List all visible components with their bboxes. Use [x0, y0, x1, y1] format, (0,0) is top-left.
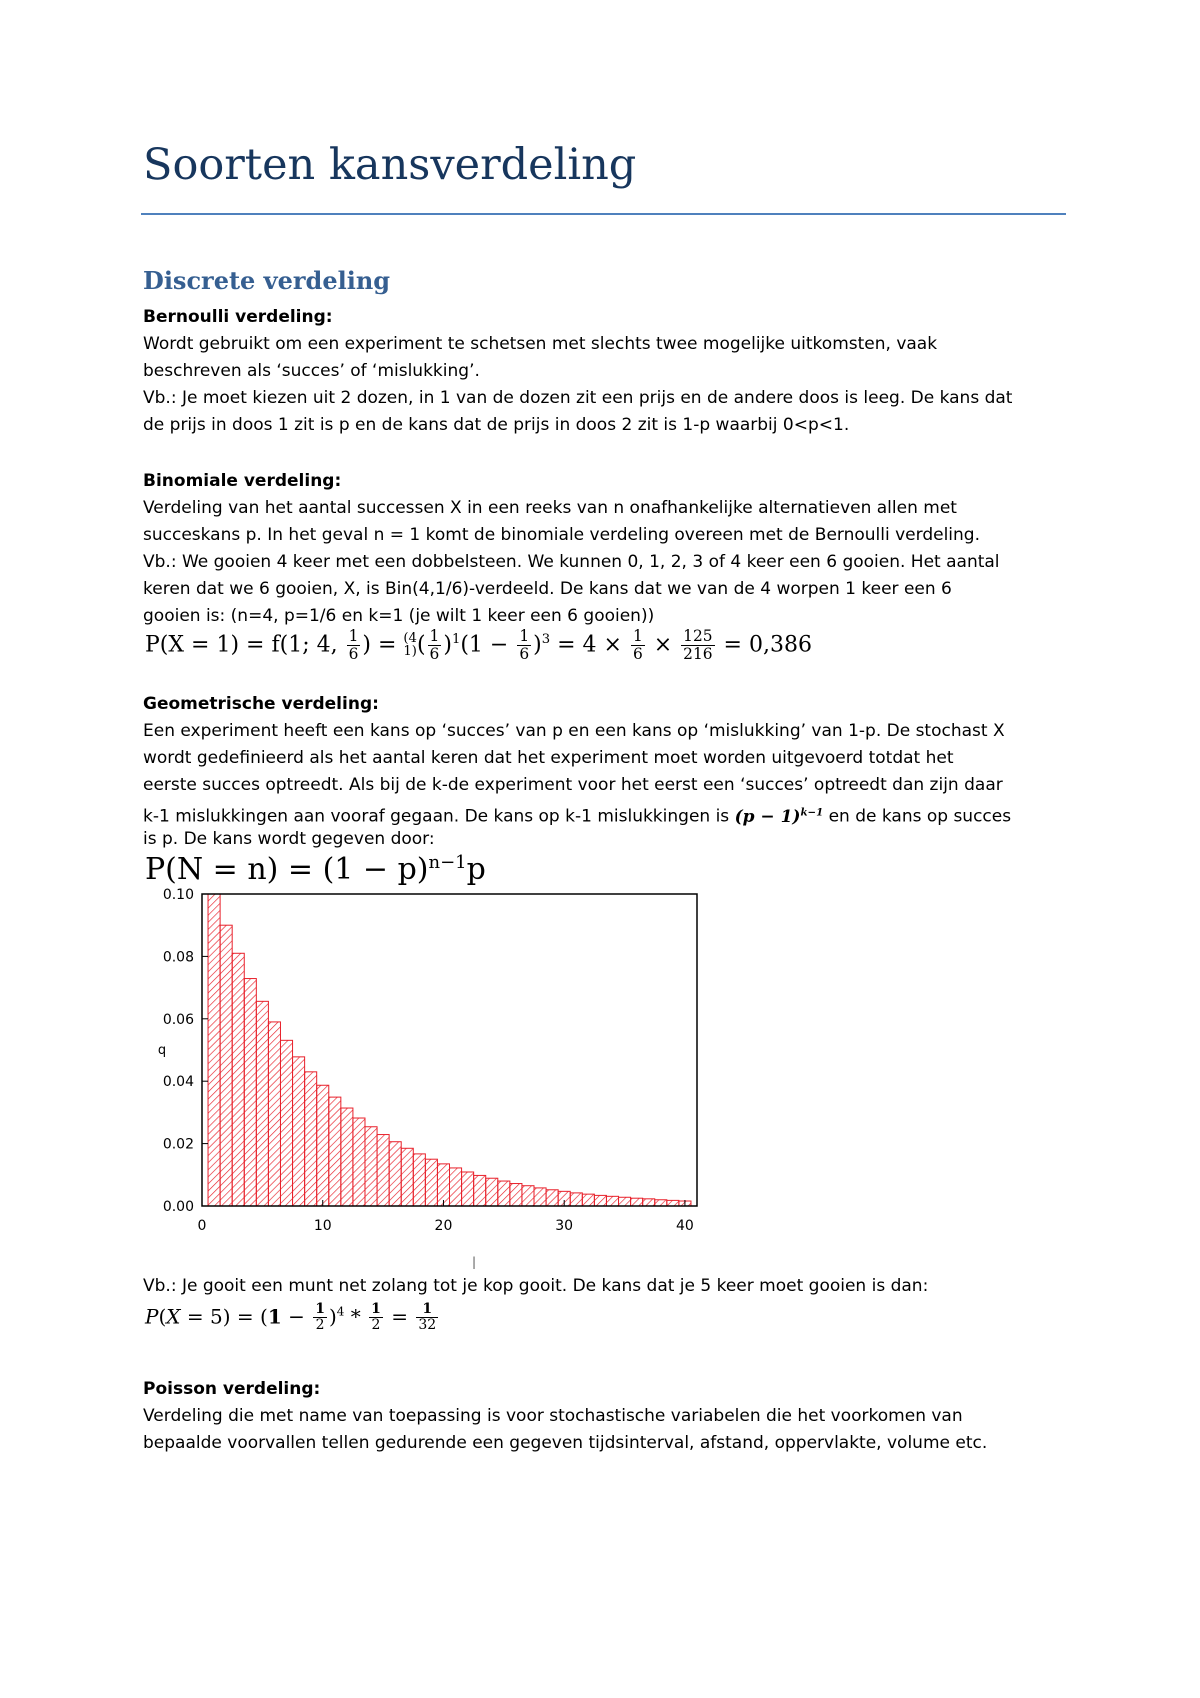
y-tick-label: 0.04 [162, 1074, 194, 1091]
geometric-line: en de kans op succes [828, 806, 1012, 827]
poisson-line: Verdeling die met name van toepassing is voor stochastische variabelen die het voorkomen van [143, 1406, 963, 1426]
geometric-line-with-math: k-1 mislukkingen aan vooraf gegaan. De kans op k-1 mislukkingen is $(p - 1)^{k-1}$ en de kans op succes [143, 806, 1012, 827]
chart-bar [619, 1197, 631, 1206]
chart-bar [631, 1198, 643, 1206]
geometric-line: k-1 mislukkingen aan vooraf gegaan. De kans op k-1 mislukkingen is [143, 806, 730, 827]
chart-bar [329, 1097, 341, 1206]
x-tick-label: 40 [676, 1218, 694, 1234]
chart-bar [498, 1181, 510, 1206]
binomial-line: Verdeling van het aantal successen X in een reeks van n onafhankelijke alternatieven allen met [143, 498, 957, 518]
x-tick-label: 30 [555, 1218, 574, 1234]
chart-bar [534, 1188, 546, 1206]
poisson-section [143, 1376, 1073, 1457]
x-tick-label: 0 [197, 1218, 207, 1234]
y-tick-label: 0.10 [162, 888, 194, 903]
title-underline [141, 213, 1066, 215]
chart-bar [667, 1200, 679, 1206]
chart-bar [582, 1194, 594, 1206]
bernoulli-line: Wordt gebruikt om een experiment te schetsen met slechts twee mogelijke uitkomsten, vaak [143, 334, 938, 354]
chart-bar [546, 1190, 558, 1206]
chart-bar [643, 1199, 655, 1206]
chart-bar [365, 1127, 377, 1206]
binomial-line: Vb.: We gooien 4 keer met een dobbelsteen. We kunnen 0, 1, 2, 3 of 4 keer een 6 gooien. Het aantal [143, 552, 1000, 572]
chart-bar [474, 1175, 486, 1206]
binomial-section [143, 468, 1073, 630]
chart-bar [606, 1196, 618, 1206]
geometric-section [143, 691, 1073, 853]
x-tick-label: 10 [313, 1218, 332, 1234]
geometric-line: is p. De kans wordt gegeven door: [143, 829, 435, 849]
chart-bar [450, 1168, 462, 1206]
bernoulli-line: Vb.: Je moet kiezen uit 2 dozen, in 1 van de dozen zit een prijs en de andere doos is leeg. De kans dat [143, 388, 1013, 408]
binomial-line: succeskans p. In het geval n = 1 komt de binomiale verdeling overeen met de Bernoulli verdeling. [143, 525, 980, 545]
chart-bar [570, 1193, 582, 1206]
chart-bar [389, 1142, 401, 1206]
chart-bar [341, 1108, 353, 1206]
geometric-heading: Geometrische verdeling: [143, 694, 379, 714]
chart-bar [317, 1085, 329, 1206]
bernoulli-line: de prijs in doos 1 zit is p en de kans dat de prijs in doos 2 zit is 1-p waarbij 0<p<1. [143, 415, 850, 435]
chart-bar [232, 953, 244, 1206]
chart-bar [401, 1148, 413, 1206]
y-tick-label: 0.08 [162, 949, 194, 966]
binomial-heading: Binomiale verdeling: [143, 471, 342, 491]
geometric-line: Een experiment heeft een kans op ‘succes’ van p en een kans op ‘mislukking’ van 1-p. De stochast X [143, 721, 1005, 741]
chart-bar [280, 1040, 292, 1206]
bernoulli-line: beschreven als ‘succes’ of ‘mislukking’. [143, 361, 480, 381]
chart-bar [655, 1200, 667, 1206]
chart-svg [150, 888, 750, 1248]
geometric-line: eerste succes optreedt. Als bij de k-de experiment voor het eerst een ‘succes’ optreedt dan zijn daar [143, 775, 1003, 795]
stray-mark: | [472, 1255, 477, 1269]
chart-bar [353, 1118, 365, 1206]
chart-bar [510, 1184, 522, 1206]
geometric-distribution-chart [150, 888, 750, 1252]
chart-bar [437, 1164, 449, 1206]
chart-bar [462, 1172, 474, 1206]
poisson-line: bepaalde voorvallen tellen gedurende een gegeven tijdsinterval, afstand, oppervlakte, volume etc. [143, 1433, 988, 1453]
chart-bar [486, 1178, 498, 1206]
binomial-line: keren dat we 6 gooien, X, is Bin(4,1/6)-verdeeld. De kans dat we van de 4 worpen 1 keer een 6 [143, 579, 952, 599]
bernoulli-heading: Bernoulli verdeling: [143, 307, 333, 327]
geometric-line: wordt gedefinieerd als het aantal keren dat het experiment moet worden uitgevoerd totdat het [143, 748, 954, 768]
chart-bar [377, 1135, 389, 1206]
x-tick-label: 20 [434, 1218, 453, 1234]
binomial-formula: P(X = 1) = f(1; 4, $\frac{1}{6}$ ) = (4 1)( $\frac{1}{6}$ )$^1$(1 − $\frac{1}{6}$ )$^3$ = 4 × $\frac{1}{6}$ × $\frac{125}{216}$ = 0,386 [145, 627, 812, 663]
y-tick-label: 0.00 [162, 1199, 194, 1215]
y-tick-label: 0.06 [162, 1011, 194, 1028]
geometric-example-formula: P(X = 5) = (1 − $\frac{1}{2}$ )$^4$ * $\frac{1}{2}$ = $\frac{1}{32}$ [145, 1301, 437, 1334]
chart-bar [305, 1072, 317, 1206]
chart-bar [268, 1022, 280, 1206]
geometric-formula: $P(N = n) = (1 - p)^{n-1}p$ [145, 852, 486, 887]
chart-bar [293, 1057, 305, 1206]
geometric-formula-text: P(N = n) = (1 − p) [145, 852, 429, 887]
y-axis-label: q [157, 1043, 167, 1058]
geometric-example [143, 1273, 1073, 1300]
chart-bar [244, 979, 256, 1206]
bernoulli-section [143, 304, 1073, 439]
poisson-heading: Poisson verdeling: [143, 1379, 321, 1399]
binomial-formula-result: 0,386 [748, 632, 812, 658]
section-heading: Discrete verdeling [143, 266, 391, 295]
chart-bar [522, 1186, 534, 1206]
binomial-formula-lhs: P(X = 1) = f(1; 4, [145, 632, 345, 658]
chart-bar [413, 1154, 425, 1206]
chart-bar [594, 1195, 606, 1206]
chart-bar [425, 1159, 437, 1206]
chart-bar [256, 1001, 268, 1206]
y-tick-label: 0.02 [162, 1136, 194, 1153]
chart-bar [208, 894, 220, 1206]
document-title: Soorten kansverdeling [143, 140, 637, 190]
chart-bar [220, 925, 232, 1206]
geometric-example-text: Vb.: Je gooit een munt net zolang tot je kop gooit. De kans dat je 5 keer moet gooien is dan: [143, 1276, 929, 1296]
binomial-line: gooien is: (n=4, p=1/6 en k=1 (je wilt 1 keer een 6 gooien)) [143, 606, 655, 626]
